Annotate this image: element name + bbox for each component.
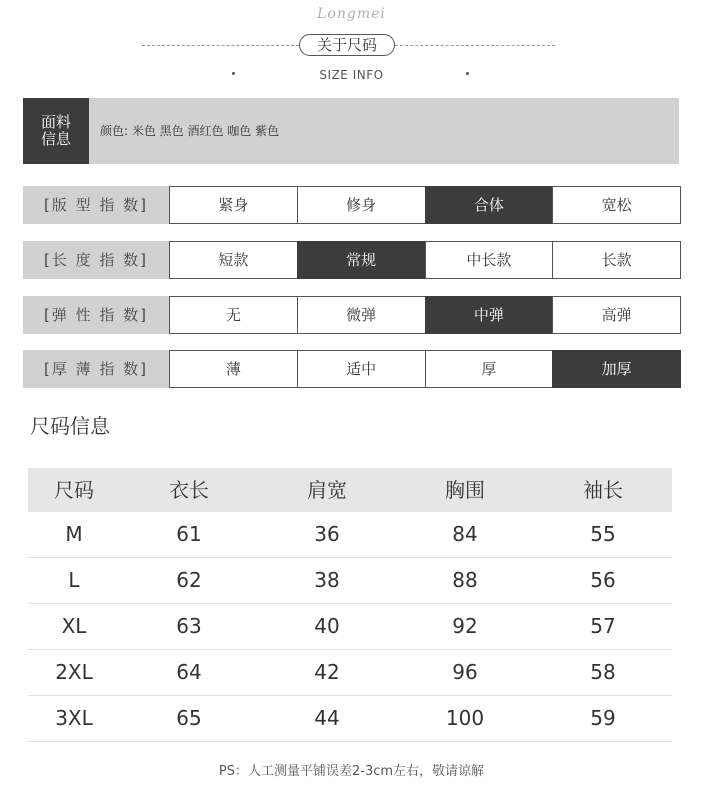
table-cell: 57: [590, 614, 616, 638]
index-option: 长款: [552, 241, 681, 279]
material-info-tag: [23, 98, 89, 164]
index-options: [169, 241, 681, 279]
table-cell: 3XL: [55, 706, 93, 730]
table-cell: M: [65, 522, 83, 546]
table-cell: 63: [176, 614, 202, 638]
section-title: 关于尺码: [299, 34, 395, 56]
index-row-label: [厚 薄 指 数]: [23, 350, 169, 388]
table-cell: 96: [452, 660, 478, 684]
index-option: 紧身: [169, 186, 298, 224]
table-header-cell: 衣长: [169, 478, 209, 502]
table-header-cell: 袖长: [583, 478, 623, 502]
index-options: [169, 186, 681, 224]
index-row: [23, 296, 681, 334]
index-option-selected: 中弹: [425, 296, 554, 334]
table-row: [28, 696, 672, 742]
table-cell: 38: [314, 568, 340, 592]
table-header-cell: 尺码: [54, 478, 94, 502]
material-tag-line1: 面料: [40, 113, 71, 131]
table-cell: 55: [590, 522, 616, 546]
table-header-cell: 肩宽: [307, 478, 347, 502]
table-cell: XL: [61, 614, 87, 638]
index-options: [169, 350, 681, 388]
table-row: [28, 650, 672, 696]
table-cell: 84: [452, 522, 478, 546]
index-option: 高弹: [552, 296, 681, 334]
table-cell: 58: [590, 660, 616, 684]
table-cell: 44: [314, 706, 340, 730]
index-row-label: [弹 性 指 数]: [23, 296, 169, 334]
index-row-label: [长 度 指 数]: [23, 241, 169, 279]
table-cell: 40: [314, 614, 340, 638]
measurement-note: PS：人工测量平铺误差2-3cm左右，敬请谅解: [218, 764, 485, 779]
material-colors: 颜色: 米色 黑色 酒红色 咖色 紫色: [100, 124, 280, 138]
table-cell: 2XL: [55, 660, 93, 684]
table-cell: 56: [590, 568, 616, 592]
table-cell: 62: [176, 568, 202, 592]
table-cell: 65: [176, 706, 202, 730]
index-option: 厚: [425, 350, 554, 388]
index-option: 无: [169, 296, 298, 334]
index-option: 短款: [169, 241, 298, 279]
index-option: 适中: [297, 350, 426, 388]
table-row: [28, 512, 672, 558]
size-info-title: 尺码信息: [30, 414, 110, 438]
index-option: 薄: [169, 350, 298, 388]
table-row: [28, 558, 672, 604]
table-cell: 64: [176, 660, 202, 684]
brand-logo: Longmei: [317, 6, 386, 22]
index-options: [169, 296, 681, 334]
header-divider-right: [395, 45, 555, 46]
index-option: 微弹: [297, 296, 426, 334]
table-cell: 88: [452, 568, 478, 592]
table-cell: 36: [314, 522, 340, 546]
index-option-selected: 合体: [425, 186, 554, 224]
table-cell: 42: [314, 660, 340, 684]
section-subtitle: SIZE INFO: [319, 68, 384, 82]
table-header-row: [28, 468, 672, 512]
index-option-selected: 常规: [297, 241, 426, 279]
material-info-panel: [23, 98, 679, 164]
index-option: 修身: [297, 186, 426, 224]
table-cell: 59: [590, 706, 616, 730]
decor-dot-right: [466, 72, 469, 75]
index-row: [23, 186, 681, 224]
size-table: [28, 468, 672, 742]
table-header-cell: 胸围: [445, 478, 485, 502]
table-cell: 61: [176, 522, 202, 546]
material-tag-line2: 信息: [40, 130, 71, 148]
index-option: 中长款: [425, 241, 554, 279]
index-option: 宽松: [552, 186, 681, 224]
table-cell: 100: [445, 706, 485, 730]
table-row: [28, 604, 672, 650]
table-cell: L: [68, 568, 80, 592]
index-option-selected: 加厚: [552, 350, 681, 388]
header-divider-left: [142, 45, 299, 46]
index-row-label: [版 型 指 数]: [23, 186, 169, 224]
index-row: [23, 241, 681, 279]
index-row: [23, 350, 681, 388]
table-cell: 92: [452, 614, 478, 638]
